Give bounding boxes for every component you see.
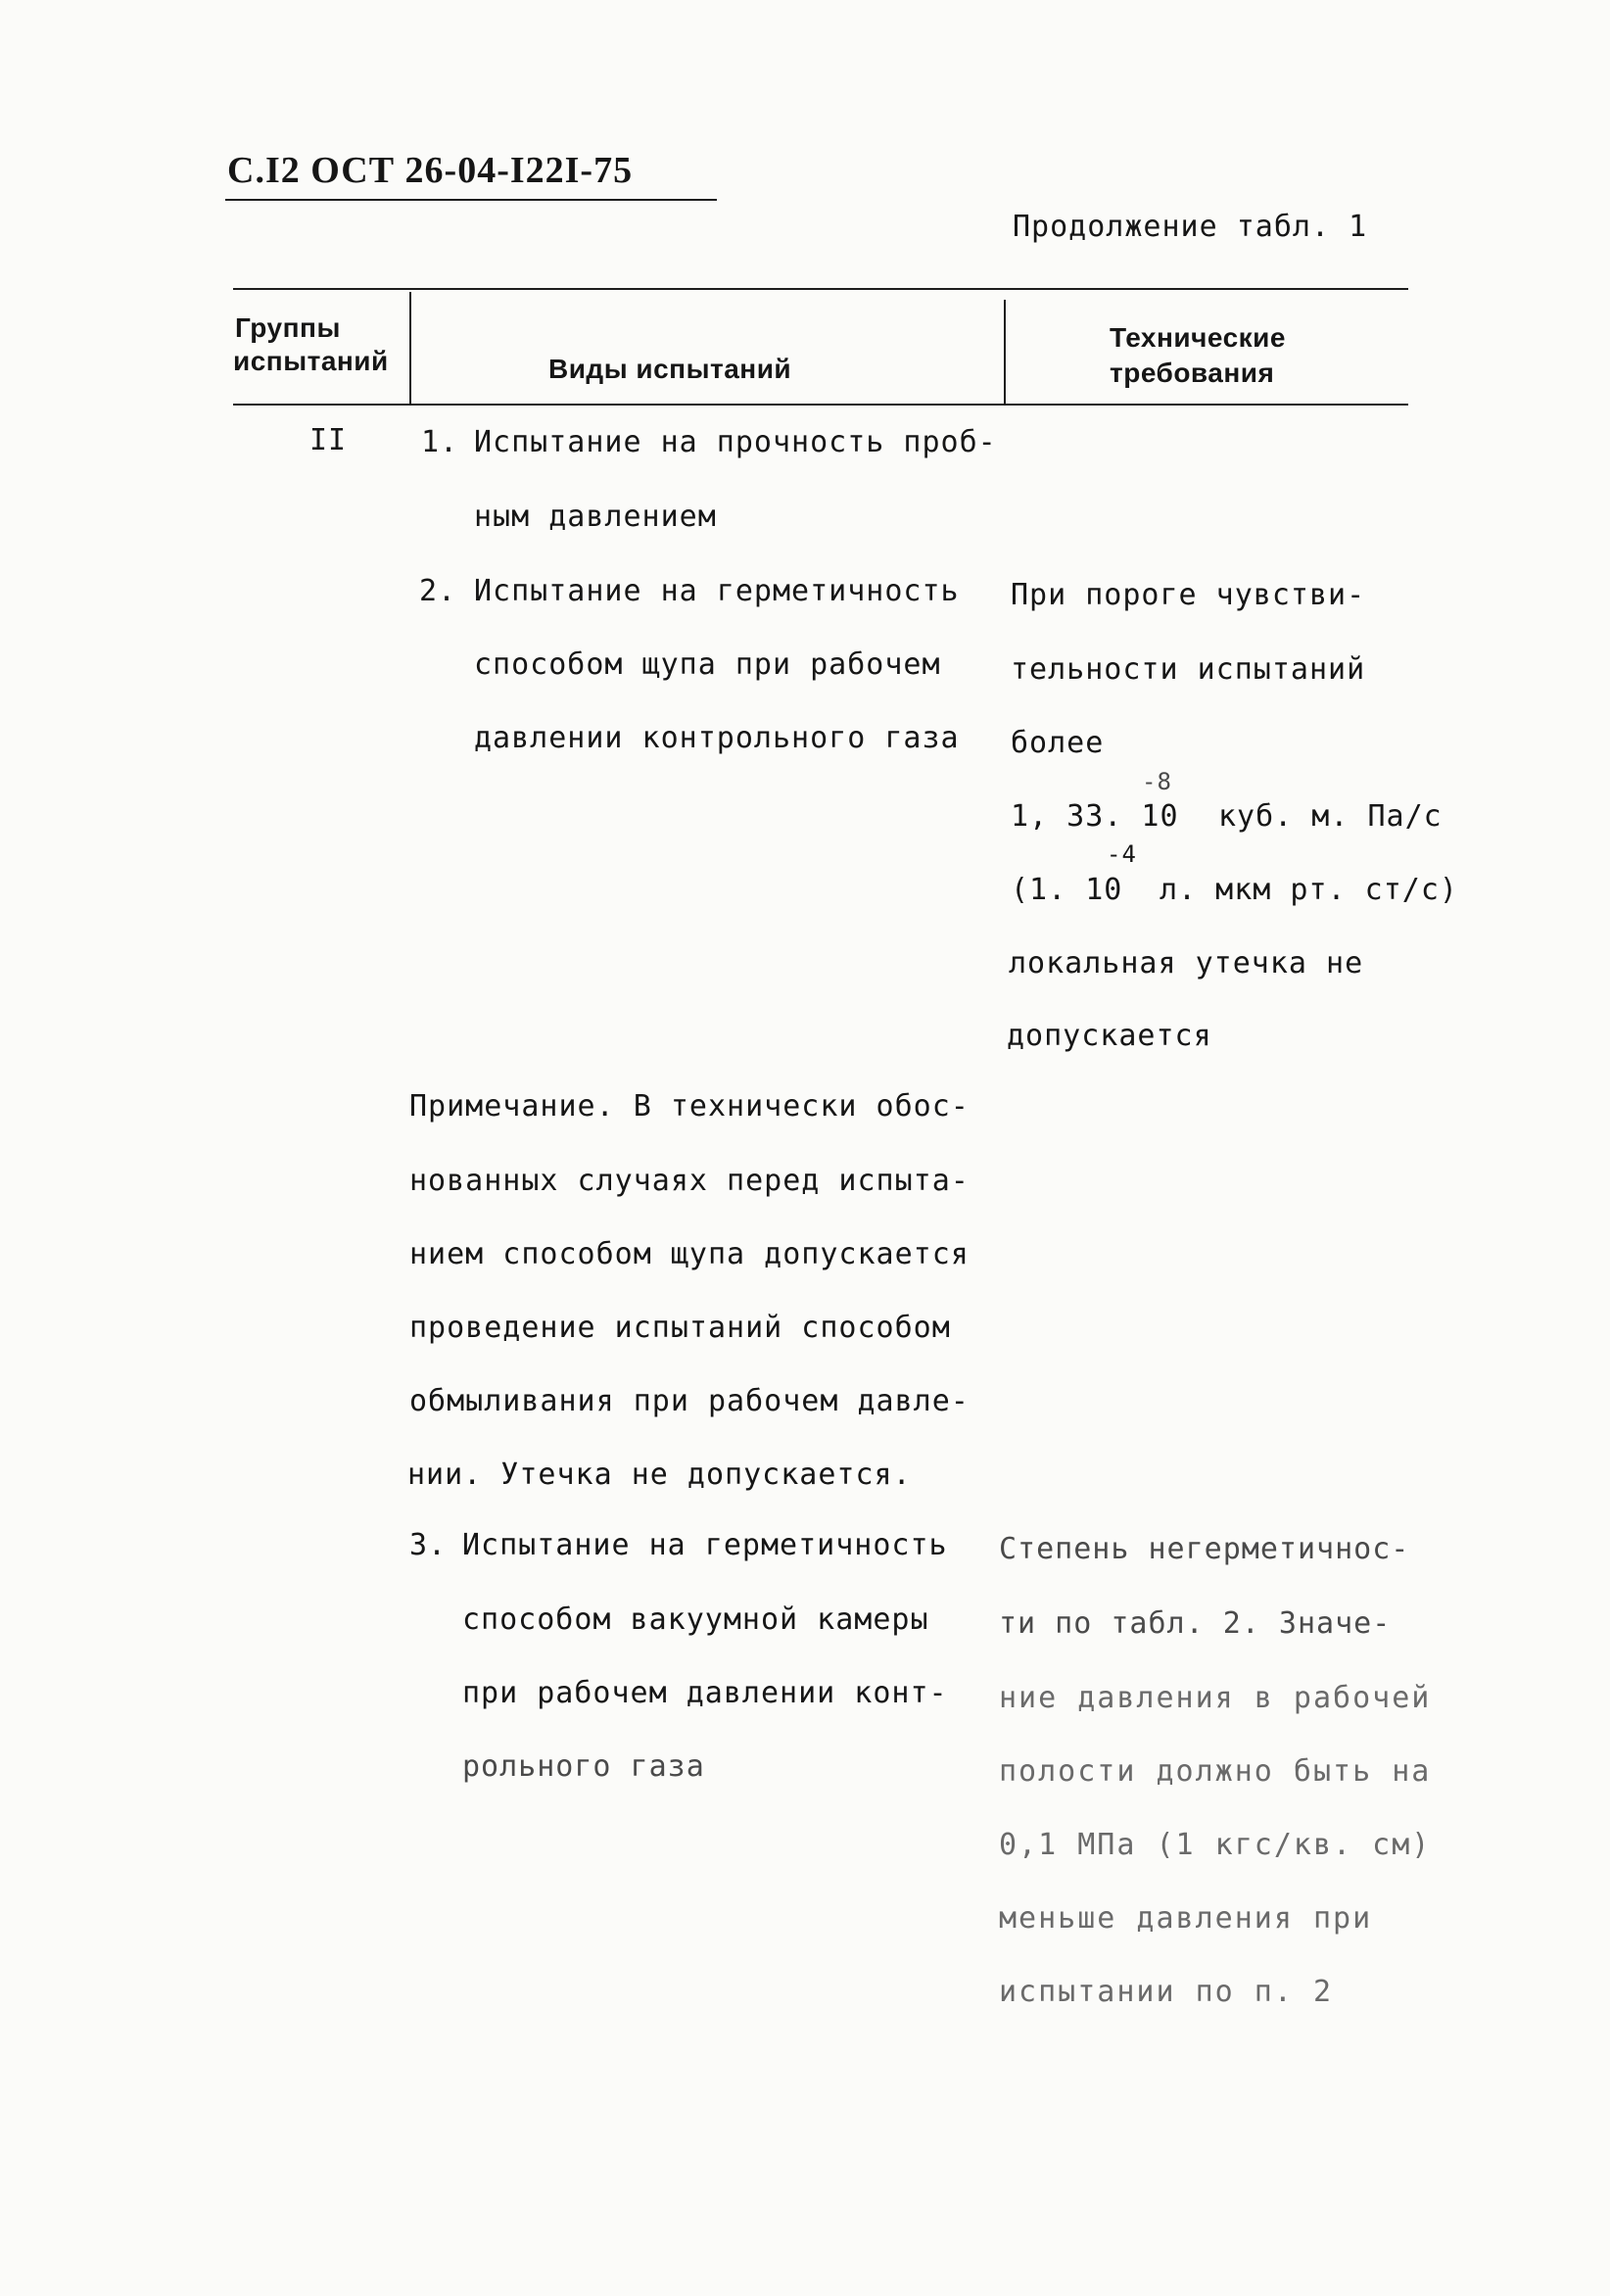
header-underline (225, 199, 717, 201)
test-2-line-2: способом щупа при рабочем (474, 647, 941, 682)
table-continuation-label: Продолжение табл. 1 (1013, 210, 1368, 244)
test-1-line-2: ным давлением (474, 500, 717, 534)
req-2-exponent-1: -8 (1142, 768, 1172, 795)
note-line-4: проведение испытаний способом (409, 1311, 951, 1345)
test-1-number: 1. (421, 425, 459, 459)
test-3-line-2: способом вакуумной камеры (462, 1602, 929, 1637)
column-header-groups-line2: испытаний (233, 346, 389, 376)
note-line-2: нованных случаях перед испыта- (409, 1164, 970, 1198)
test-2-line-3: давлении контрольного газа (474, 721, 960, 755)
column-header-requirements-line2: требования (1110, 358, 1275, 388)
page-code: С.I2 ОСТ 26-04-I22I-75 (227, 150, 634, 191)
test-2-line-1: Испытание на герметичность (474, 574, 960, 608)
column-header-groups-line1: Группы (235, 312, 341, 343)
req-2-line-3: более (1011, 726, 1105, 760)
req-2-line-5: допускается (1007, 1019, 1212, 1053)
test-3-line-1: Испытание на герметичность (462, 1528, 948, 1562)
req-2-line-4: локальная утечка не (1009, 946, 1364, 981)
column-header-types: Виды испытаний (548, 354, 792, 384)
req-3-line-3: ние давления в рабочей (999, 1681, 1432, 1715)
note-line-1: Примечание. В технически обос- (409, 1089, 970, 1124)
table-top-rule (233, 288, 1408, 290)
group-number: II (309, 423, 348, 457)
column-header-requirements-line1: Технические (1110, 322, 1286, 353)
column-divider-2 (1004, 300, 1006, 406)
test-1-line-1: Испытание на прочность проб- (474, 425, 997, 459)
test-3-line-4: рольного газа (462, 1749, 705, 1784)
req-2-line-1: При пороге чувстви- (1011, 578, 1366, 612)
req-3-line-7: испытании по п. 2 (999, 1975, 1334, 2009)
req-2-exponent-2: -4 (1107, 840, 1137, 868)
req-3-line-4: полости должно быть на (999, 1754, 1432, 1789)
req-2-value-1: 1, 33. 10 (1011, 799, 1179, 834)
test-3-number: 3. (409, 1528, 448, 1562)
req-3-line-5: 0,1 МПа (1 кгс/кв. см) (999, 1828, 1432, 1862)
req-2-unit-2: л. мкм рт. ст/с) (1160, 873, 1458, 907)
req-3-line-2: ти по табл. 2. Значе- (999, 1606, 1392, 1641)
req-2-unit-1: куб. м. Па/с (1218, 799, 1443, 834)
column-divider-1 (409, 292, 411, 406)
note-line-5: обмыливания при рабочем давле- (409, 1384, 970, 1418)
test-3-line-3: при рабочем давлении конт- (462, 1676, 948, 1710)
req-2-value-2: (1. 10 (1011, 873, 1123, 907)
req-2-line-2: тельности испытаний (1011, 652, 1366, 687)
note-line-6: нии. Утечка не допускается. (407, 1458, 912, 1492)
note-line-3: нием способом щупа допускается (409, 1237, 970, 1271)
req-3-line-6: меньше давления при (999, 1901, 1373, 1936)
req-3-line-1: Степень негерметичнос- (999, 1532, 1410, 1566)
test-2-number: 2. (419, 574, 457, 608)
